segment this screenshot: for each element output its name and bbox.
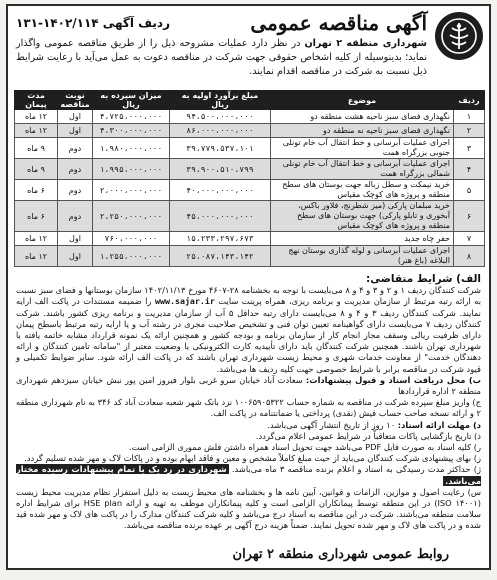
conditions-a-text-3: سایر ضوابط تکمیلی و قیود شرکت در مناقصه برابر با شرایط خصوصی جهت کلیه ردیف ها می‌باشد.: [16, 352, 481, 374]
intro-text: در نظر دارد عملیات مشروحه ذیل را از طریق مناقصه عمومی واگذار نماید؛ بدینوسیله از کلیه اشخاص حقوقی جهت شرکت در مناقصه دعوت به عمل می‌آید با رعایت شرایط ذیل نسبت به شرکت در مناقصه اقدام نمایند.: [16, 38, 427, 77]
row-subject: حفر چاه جدید: [271, 232, 454, 246]
conditions-section: [16, 274, 481, 532]
notice-row-code: ردیف آگهی ۱۴۰۲/۱۱۴-۱۳۱: [16, 16, 170, 30]
conditions-b-text: سعادت آباد خیابان سرو غربی بلوار فیروز امین پور نبش خیابان سیزدهم شهرداری منطقه ۲ اداره قراردادها: [16, 374, 481, 397]
notice-header: [16, 10, 427, 36]
row-subject: نگهداری فضای سبز ناحیه نه منطقه دو: [271, 124, 454, 138]
sajar-site-link[interactable]: www.sajar.ir: [154, 296, 215, 307]
row-deposit: ۱،۲۵۵،۰۰۰،۰۰۰: [93, 246, 170, 267]
row-subject: نگهداری فضای سبز ناحیه هشت منطقه دو: [271, 110, 454, 124]
row-number: ۸: [454, 246, 485, 267]
row-term: ۱۲ ماه: [15, 232, 58, 246]
row-number: ۴: [454, 159, 485, 180]
conditions-h-paragraph: [16, 464, 481, 486]
conditions-b-title: ب) محل دریافت اسناد و قبول پیشنهادات:: [305, 374, 481, 385]
row-deposit: ۴،۷۲۵،۰۰۰،۰۰۰: [93, 110, 170, 124]
row-term: ۱۲ ماه: [15, 124, 58, 138]
conditions-b-paragraph: [16, 375, 481, 397]
row-estimate: ۸۶،۰۰۰،۰۰۰،۰۰۰: [170, 124, 271, 138]
row-estimate: ۳۹،۷۷۹،۵۳۷،۱۰۱: [170, 138, 271, 159]
table-row: [15, 124, 485, 138]
table-row: [15, 110, 485, 124]
conditions-a-paragraph: [16, 285, 481, 375]
row-number: ۱: [454, 110, 485, 124]
conditions-d-paragraph: [16, 420, 481, 431]
row-subject: اجرای عملیات آبرسانی و لوله گذاری بوستان نهج البلاغه (باغ هنر): [271, 246, 454, 267]
row-number: ۲: [454, 124, 485, 138]
row-number: ۳: [454, 138, 485, 159]
row-round: دوم: [58, 138, 93, 159]
row-term: ۶ ماه: [15, 201, 58, 232]
row-round: دوم: [58, 201, 93, 232]
col-estimate: مبلغ برآورد اولیه به ریال: [170, 91, 271, 110]
row-deposit: ۱،۹۸۰،۰۰۰،۰۰۰: [93, 138, 170, 159]
row-deposit: ۲،۰۰۰،۰۰۰،۰۰۰: [93, 180, 170, 201]
intro-organization: شهرداری منطقه ۲ تهران: [304, 38, 427, 49]
conditions-f-text: ر) کلیه اسناد به صورت فایل PDF می‌باشد جهت تحویل اسناد همراه داشتن فلش مموری الزامی است.: [129, 442, 481, 453]
row-number: ۵: [454, 180, 485, 201]
row-round: دوم: [58, 180, 93, 201]
conditions-d-text: ۱۰ روز از تاریخ انتشار آگهی می‌باشد.: [267, 419, 398, 430]
conditions-d-title: د) مهلت ارائه اسناد:: [397, 419, 481, 430]
public-relations-signature: روابط عمومی شهرداری منطقه ۲ تهران: [232, 547, 449, 562]
row-estimate: ۹۴،۵۰۰،۰۰۰،۰۰۰: [170, 110, 271, 124]
row-estimate: ۳۹،۹۰۰،۵۱۰،۷۹۹: [170, 159, 271, 180]
row-subject: خرید مبلمان پارکی (میز شطرنج، فلاور باکس، آبخوری و تابلو پارکی) جهت بوستان های سطح منطقه و پروژه های کوچک مقیاس: [271, 201, 454, 232]
table-row: [15, 201, 485, 232]
tehran-emblem-icon: [440, 17, 478, 55]
row-round: اول: [58, 124, 93, 138]
col-row-number: ردیف: [454, 91, 485, 110]
conditions-h-highlight: شهرداری در رد یک یا تمام پیشنهادات رسیده مختار می‌باشد.: [16, 464, 481, 486]
col-round: نوبت مناقصه: [58, 91, 93, 110]
table-row: [15, 232, 485, 246]
row-term: ۱۲ ماه: [15, 246, 58, 267]
col-subject: موضوع: [271, 91, 454, 110]
conditions-i-text: س) رعایت اصول و موازین، الزامات و قوانین، آیین نامه ها و بخشنامه های محیط زیست به دلیل استقرار نظام مدیریت محیط زیست (ISO ۱۴۰۰۱) در این منطقه توسط پیمانکاران الزامی است و کلیه پیمانکاران موظف به تهیه و ارائه HSE plan برای شرایط اداره سلامت منطقه می‌باشند. شرکت در این مناقصه به اسناد درج می‌باشد و کلیه شرکت کنندگان مدارک را در پاکت های لاک و مهر شده قید شده و در پاکت های لاک و مهر شده تحویل نمایند. ضمناً هزینه درج آگهی بر عهده برنده مناقصه می‌باشد.: [15, 486, 481, 531]
row-deposit: ۷۶۰،۰۰۰،۰۰۰: [93, 232, 170, 246]
table-row: [15, 246, 485, 267]
col-term: مدت پیمان: [15, 91, 58, 110]
row-round: اول: [58, 110, 93, 124]
row-subject: خرید نیمکت و سطل زباله جهت بوستان های سطح منطقه و پروژه های کوچک مقیاس: [271, 180, 454, 201]
row-estimate: ۲۵،۰۸۷،۱۴۳،۱۴۲: [170, 246, 271, 267]
conditions-a-text-2: را ضمیمه مستندات در پاکت الف ارایه نمایند. شرکت کنندگان ردیف ۳ و ۴ و ۸ می‌بایست دارای رتبه حداقل ۵ آب از سازمان مدیریت و برنامه ریزی کشور باشند. شرکت کنندگان ردیف ۷ می‌بایست دارای گواهینامه تعیین توان فنی و تشخیص صلاحیت مجری در رشته آب و یا ارایه رتبه مرتبط باسطح پیمان دارای ظرفیت ریالی وسقف مجاز انجام کار از سازمان برنامه و بودجه کشور و همچنین ارائه یک نمونه قرارداد مشابه خاتمه یافته با شهرداری تهران باشند. همچنین شرکت کنندگان باید دارای تأییدیه کارت الکترونیکی یا وضعیت معتبر از "سامانه تامین کنندگان و ارائه دهندگان خدمت" از معاونت خدمات شهری و محیط زیست شهرداری تهران باشند که در پاکت الف ارائه شود.: [16, 296, 481, 363]
row-number: ۷: [454, 232, 485, 246]
row-number: ۶: [454, 201, 485, 232]
col-deposit: میزان سپرده به ریال: [93, 91, 170, 110]
conditions-c-text: ج) واریز مبلغ سپرده شرکت در مناقصه به شماره حساب ۱۰۰۶۵۹۰۵۳۲۲ نزد بانک شهر شعبه سعادت آباد کد ۳۴۶ به نام شهرداری منطقه ۲ و ارائه نسخه صاحب حساب فیش (نقدی) پرداختی یا ضمانتنامه در پاکت الف.: [16, 397, 481, 419]
table-row: [15, 138, 485, 159]
row-estimate: ۴۵،۰۰۰،۰۰۰،۰۰۰: [170, 201, 271, 232]
conditions-g-text: ز) بهای پیشنهادی شرکت کنندگان می‌باید از حیث مبلغ کاملاً مشخص و معین و فاقد ابهام بوده و در پاکات لاک و مهر شده تسلیم گردد.: [24, 453, 481, 464]
row-deposit: ۱،۹۹۵،۰۰۰،۰۰۰: [93, 159, 170, 180]
row-term: ۹ ماه: [15, 138, 58, 159]
tender-table-header: [15, 91, 485, 110]
row-round: اول: [58, 232, 93, 246]
row-subject: اجرای عملیات آبرسانی و خط انتقال آب خام تونلی جنوبی بزرگراه همت: [271, 138, 454, 159]
notice-title: آگهی مناقصه عمومی: [250, 11, 427, 35]
notice-intro: [16, 37, 427, 79]
conditions-e-text: ذ) تاریخ بازگشایی پاکات متعاقباً در شرایط عمومی اعلام می‌گردد.: [255, 430, 481, 441]
tender-table: [14, 90, 485, 267]
row-round: اول: [58, 246, 93, 267]
row-subject: اجرای عملیات آبرسانی و خط انتقال آب خام تونلی شمالی بزرگراه همت: [271, 159, 454, 180]
row-deposit: ۲،۲۵۰،۰۰۰،۰۰۰: [93, 201, 170, 232]
row-deposit: ۴،۳۰۰،۰۰۰،۰۰۰: [93, 124, 170, 138]
row-estimate: ۴۰،۰۰۰،۰۰۰،۰۰۰: [170, 180, 271, 201]
municipality-logo-icon: [435, 12, 483, 60]
row-term: ۹ ماه: [15, 159, 58, 180]
row-round: دوم: [58, 159, 93, 180]
row-term: ۱۲ ماه: [15, 110, 58, 124]
table-row: [15, 159, 485, 180]
row-estimate: ۱۵،۲۳۳،۲۹۷،۶۷۳: [170, 232, 271, 246]
conditions-a-title: الف) شرایط متقاضی:: [365, 273, 481, 285]
row-term: ۶ ماه: [15, 180, 58, 201]
conditions-a-text-1: شرکت کنندگان ردیف ۱ و ۲ و ۳ و ۴ و ۸ می‌بایست با توجه به بخشنامه ۲۸-۴۶۰۷ مورخ ۱۴۰۲/۱۱/۱۳ سازمان بوستانها و فضای سبز نسبت به ارائه رتبه مرتبط از سازمان مدیریت و برنامه ریزی، همراه پرینت سایت: [16, 285, 482, 307]
conditions-h-text-1: ژ) حداکثر مدت رسیدگی به اسناد و اعلام برنده مناقصه ۳ ماه می‌باشد.: [231, 464, 481, 475]
tender-notice-page: [6, 4, 491, 570]
table-row: [15, 180, 485, 201]
